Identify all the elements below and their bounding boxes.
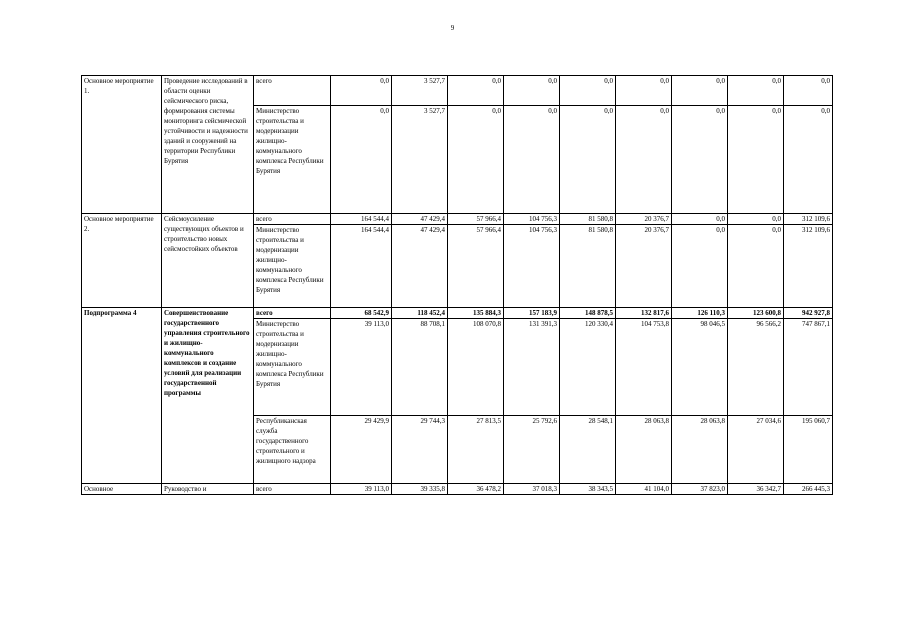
value-cell: 37 823,0 <box>672 484 728 495</box>
value-cell: 0,0 <box>448 106 504 214</box>
value-cell: 0,0 <box>728 225 784 308</box>
value-cell: 0,0 <box>728 214 784 225</box>
value-cell: 81 580,8 <box>560 225 616 308</box>
executor-cell: Министерство строительства и модернизации жилищно-коммунального комплекса Республики Бурятия <box>254 225 331 308</box>
value-cell: 0,0 <box>331 76 392 106</box>
table-body <box>82 76 833 495</box>
value-cell: 131 391,3 <box>504 319 560 416</box>
value-cell: 0,0 <box>560 76 616 106</box>
value-cell: 39 113,0 <box>331 484 392 495</box>
executor-cell: всего <box>254 76 331 106</box>
value-cell: 942 927,8 <box>784 308 833 319</box>
value-cell: 96 566,2 <box>728 319 784 416</box>
value-cell: 126 110,3 <box>672 308 728 319</box>
executor-cell: всего <box>254 214 331 225</box>
value-cell: 108 070,8 <box>448 319 504 416</box>
value-cell: 88 708,1 <box>392 319 448 416</box>
value-cell: 27 813,5 <box>448 416 504 484</box>
value-cell: 135 884,3 <box>448 308 504 319</box>
value-cell: 132 817,6 <box>616 308 672 319</box>
value-cell: 0,0 <box>672 76 728 106</box>
value-cell: 98 046,5 <box>672 319 728 416</box>
table-row <box>82 214 833 225</box>
value-cell: 104 756,3 <box>504 225 560 308</box>
value-cell: 0,0 <box>784 106 833 214</box>
executor-cell: всего <box>254 484 331 495</box>
value-cell: 27 034,6 <box>728 416 784 484</box>
value-cell: 118 452,4 <box>392 308 448 319</box>
value-cell: 0,0 <box>672 225 728 308</box>
value-cell: 104 756,3 <box>504 214 560 225</box>
value-cell: 266 445,3 <box>784 484 833 495</box>
value-cell: 312 109,6 <box>784 214 833 225</box>
executor-cell: Республиканская служба государственного строительного и жилищного надзора <box>254 416 331 484</box>
program-name-cell: Подпрограмма 4 <box>82 308 162 484</box>
value-cell: 157 183,9 <box>504 308 560 319</box>
program-name-cell: Основное мероприятие 2. <box>82 214 162 308</box>
value-cell: 0,0 <box>504 76 560 106</box>
executor-cell: Министерство строительства и модернизации жилищно-коммунального комплекса Республики Бурятия <box>254 319 331 416</box>
value-cell: 68 542,9 <box>331 308 392 319</box>
value-cell: 0,0 <box>616 106 672 214</box>
value-cell: 0,0 <box>672 106 728 214</box>
value-cell: 3 527,7 <box>392 106 448 214</box>
program-description-cell: Проведение исследований в области оценки сейсмического риска, формирования системы мониторинга сейсмической устойчивости и надежности зданий и сооружений на территории Республики Бурятия <box>162 76 254 214</box>
value-cell: 28 063,8 <box>672 416 728 484</box>
value-cell: 41 104,0 <box>616 484 672 495</box>
value-cell: 0,0 <box>560 106 616 214</box>
value-cell: 29 429,9 <box>331 416 392 484</box>
budget-table <box>81 75 833 495</box>
value-cell: 148 878,5 <box>560 308 616 319</box>
value-cell: 29 744,3 <box>392 416 448 484</box>
program-description-cell: Совершенствование государственного управления строительного и жилищно-коммунального комплексов и создание условий для реализации государственной программы <box>162 308 254 484</box>
value-cell: 38 343,5 <box>560 484 616 495</box>
table-row <box>82 484 833 495</box>
value-cell: 312 109,6 <box>784 225 833 308</box>
value-cell: 20 376,7 <box>616 214 672 225</box>
value-cell: 0,0 <box>672 214 728 225</box>
value-cell: 123 600,8 <box>728 308 784 319</box>
value-cell: 20 376,7 <box>616 225 672 308</box>
value-cell: 0,0 <box>616 76 672 106</box>
value-cell: 104 753,8 <box>616 319 672 416</box>
value-cell: 0,0 <box>728 76 784 106</box>
table-row <box>82 76 833 106</box>
value-cell: 164 544,4 <box>331 225 392 308</box>
executor-cell: Министерство строительства и модернизации жилищно-коммунального комплекса Республики Бурятия <box>254 106 331 214</box>
value-cell: 0,0 <box>331 106 392 214</box>
program-name-cell: Основное мероприятие 1. <box>82 76 162 214</box>
value-cell: 28 548,1 <box>560 416 616 484</box>
value-cell: 39 113,0 <box>331 319 392 416</box>
value-cell: 36 478,2 <box>448 484 504 495</box>
value-cell: 28 063,8 <box>616 416 672 484</box>
program-description-cell: Руководство и <box>162 484 254 495</box>
value-cell: 37 018,3 <box>504 484 560 495</box>
value-cell: 120 330,4 <box>560 319 616 416</box>
table-row <box>82 308 833 319</box>
value-cell: 36 342,7 <box>728 484 784 495</box>
value-cell: 81 580,8 <box>560 214 616 225</box>
value-cell: 47 429,4 <box>392 214 448 225</box>
program-name-cell: Основное <box>82 484 162 495</box>
value-cell: 0,0 <box>784 76 833 106</box>
executor-cell: всего <box>254 308 331 319</box>
value-cell: 0,0 <box>504 106 560 214</box>
value-cell: 39 335,8 <box>392 484 448 495</box>
value-cell: 195 060,7 <box>784 416 833 484</box>
value-cell: 57 966,4 <box>448 214 504 225</box>
value-cell: 3 527,7 <box>392 76 448 106</box>
value-cell: 47 429,4 <box>392 225 448 308</box>
value-cell: 747 867,1 <box>784 319 833 416</box>
program-description-cell: Сейсмоусиление существующих объектов и строительство новых сейсмостойких объектов <box>162 214 254 308</box>
value-cell: 25 792,6 <box>504 416 560 484</box>
value-cell: 0,0 <box>728 106 784 214</box>
value-cell: 164 544,4 <box>331 214 392 225</box>
value-cell: 0,0 <box>448 76 504 106</box>
value-cell: 57 966,4 <box>448 225 504 308</box>
page-number: 9 <box>450 24 455 32</box>
